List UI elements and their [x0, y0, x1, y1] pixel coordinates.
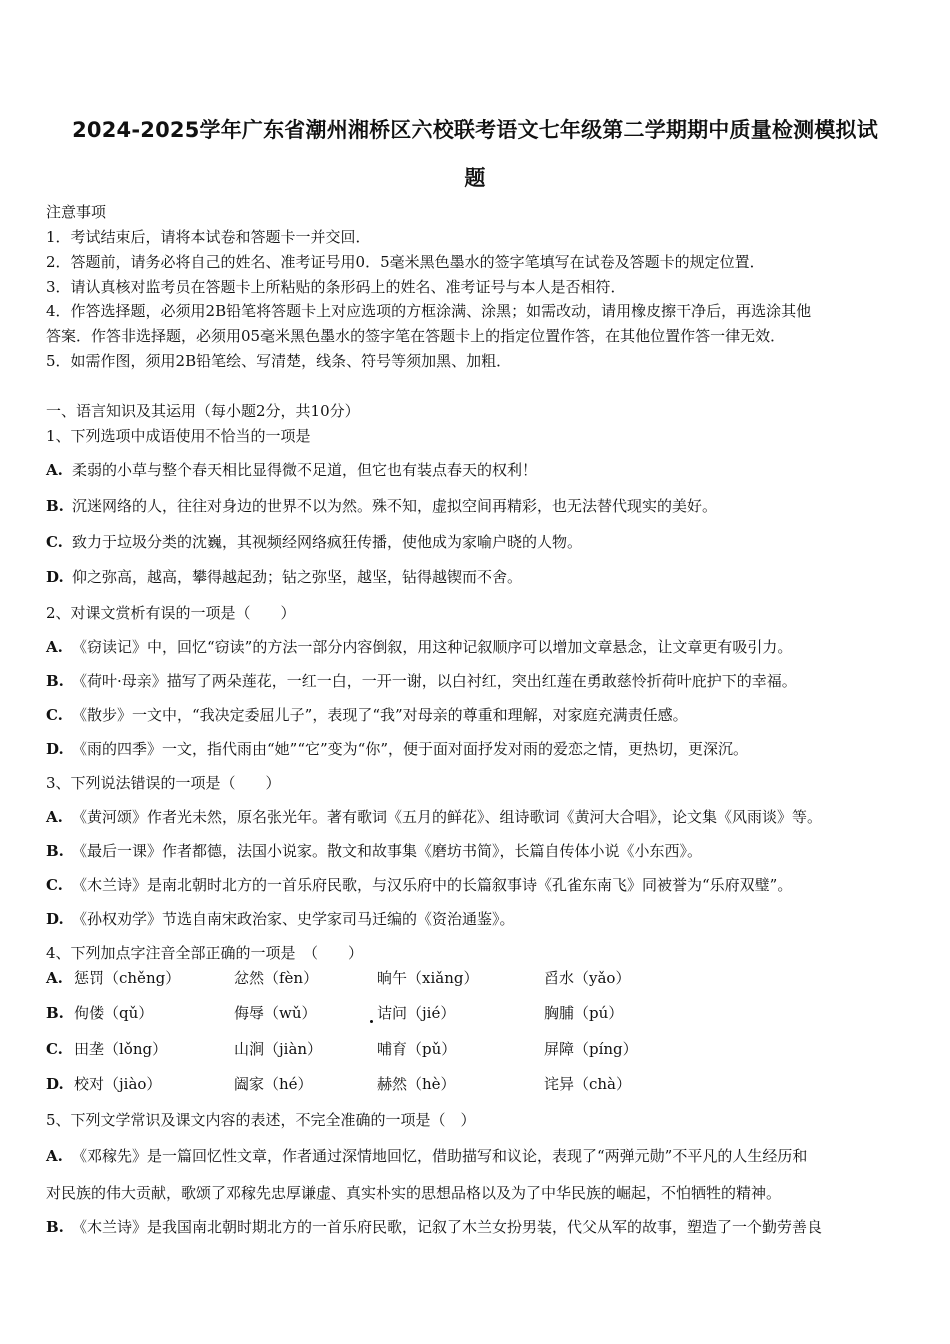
- option-text: 《木兰诗》是南北朝时北方的一首乐府民歌，与汉乐府中的长篇叙事诗《孔雀东南飞》同被誉为“乐府双璧”。: [72, 876, 793, 894]
- option-text: 仰之弥高，越高，攀得越起劲；钻之弥坚，越坚，钻得越锲而不舍。: [72, 568, 523, 586]
- option-label: A.: [46, 461, 63, 479]
- question-option: [46, 909, 515, 929]
- option-label: A.: [46, 969, 63, 987]
- option-label: A.: [46, 808, 63, 826]
- question-stem: 1、下列选项中成语使用不恰当的一项是: [46, 427, 311, 445]
- pinyin-item: 忿然（fèn）: [234, 969, 319, 987]
- option-label: D.: [46, 568, 64, 586]
- option-label: C.: [46, 533, 63, 551]
- notice-item: 答案．作答非选择题，必须用05毫米黑色墨水的签字笔在答题卡上的指定位置作答，在其他位置作答一律无效．: [46, 327, 786, 345]
- question-option: [46, 567, 522, 587]
- option-text: 《雨的四季》一文，指代雨由“她”“它”变为“你”，便于面对面抒发对雨的爱恋之情，更热切，更深沉。: [72, 740, 749, 758]
- notice-item: 1．考试结束后，请将本试卷和答题卡一并交回．: [46, 228, 371, 246]
- question-option: [46, 532, 582, 552]
- question-stem: 2、对课文赏析有误的一项是（ ）: [46, 604, 296, 622]
- option-text: 《窃读记》中，回忆“窃读”的方法一部分内容倒叙，用这种记叙顺序可以增加文章悬念，让文章更有吸引力。: [72, 638, 793, 656]
- page-title: 2024-2025学年广东省潮州湘桥区六校联考语文七年级第二学期期中质量检测模拟试: [72, 118, 878, 142]
- question-option: [46, 460, 537, 480]
- pinyin-item: 舀水（yǎo）: [544, 969, 631, 987]
- option-label: D.: [46, 1075, 64, 1093]
- option-label: B.: [46, 842, 64, 860]
- question-option: [46, 841, 702, 861]
- option-text: 《散步》一文中，“我决定委屈儿子”，表现了“我”对母亲的尊重和理解，对家庭充满责任感。: [72, 706, 688, 724]
- pinyin-item: 田垄（lǒng）: [74, 1040, 168, 1058]
- notice-heading: 注意事项: [46, 203, 107, 221]
- question-option: [46, 671, 797, 691]
- pinyin-item: 侮辱（wǔ）: [234, 1004, 317, 1022]
- section-heading: 一、语言知识及其运用（每小题2分，共10分）: [46, 402, 360, 420]
- page-title-continued: 题: [464, 166, 486, 190]
- question-option: [46, 705, 688, 725]
- option-text: 沉迷网络的人，往往对身边的世界不以为然。殊不知，虚拟空间再精彩，也无法替代现实的美好。: [72, 497, 718, 515]
- option-label: D.: [46, 910, 64, 928]
- option-label: C.: [46, 706, 63, 724]
- question-stem: 5、下列文学常识及课文内容的表述，不完全准确的一项是（ ）: [46, 1111, 476, 1129]
- pinyin-item: 校对（jiào）: [74, 1075, 162, 1093]
- option-label: B.: [46, 1218, 64, 1236]
- pinyin-item: 晌午（xiǎng）: [377, 969, 479, 987]
- option-text-continued: 对民族的伟大贡献，歌颂了邓稼先忠厚谦虚、真实朴实的思想品格以及为了中华民族的崛起，不怕牺牲的精神。: [46, 1184, 782, 1202]
- question-option: [46, 1217, 822, 1237]
- option-label: C.: [46, 1040, 63, 1058]
- option-label: A.: [46, 638, 63, 656]
- pinyin-item: 哺育（pǔ）: [377, 1040, 457, 1058]
- pinyin-item: 惩罚（chěng）: [74, 969, 181, 987]
- pinyin-item: 胸脯（pú）: [544, 1004, 624, 1022]
- question-option: [46, 875, 792, 895]
- option-text: 《黄河颂》作者光未然，原名张光年。著有歌词《五月的鲜花》、组诗歌词《黄河大合唱》，论文集《风雨谈》等。: [72, 808, 823, 826]
- option-text: 《最后一课》作者都德，法国小说家。散文和故事集《磨坊书简》，长篇自传体小说《小东西》。: [72, 842, 703, 860]
- option-text: 致力于垃圾分类的沈巍，其视频经网络疯狂传播，使他成为家喻户晓的人物。: [72, 533, 583, 551]
- option-text: 《邓稼先》是一篇回忆性文章，作者通过深情地回忆，借助描写和议论，表现了“两弹元勋”不平凡的人生经历和: [72, 1147, 808, 1165]
- option-label: D.: [46, 740, 64, 758]
- option-text: 《荷叶·母亲》描写了两朵莲花，一红一白，一开一谢，以白衬红，突出红莲在勇敢慈怜折荷叶庇护下的幸福。: [72, 672, 797, 690]
- pinyin-item: 诘问（jié）: [377, 1004, 456, 1022]
- pinyin-item: 山涧（jiàn）: [234, 1040, 323, 1058]
- question-option: [46, 1146, 807, 1166]
- question-option: [46, 496, 717, 516]
- question-option: [46, 637, 792, 657]
- pinyin-item: 赫然（hè）: [377, 1075, 456, 1093]
- option-label: B.: [46, 497, 64, 515]
- emphasis-dot: [370, 1020, 373, 1023]
- question-stem: 3、下列说法错误的一项是（ ）: [46, 774, 281, 792]
- notice-item: 3．请认真核对监考员在答题卡上所粘贴的条形码上的姓名、准考证号与本人是否相符．: [46, 278, 626, 296]
- option-text: 《孙权劝学》节选自南宋政治家、史学家司马迁编的《资治通鉴》。: [72, 910, 515, 928]
- notice-item: 5．如需作图，须用2B铅笔绘、写清楚，线条、符号等须加黑、加粗．: [46, 352, 512, 370]
- option-label: C.: [46, 876, 63, 894]
- question-option: [46, 739, 748, 759]
- option-text: 《木兰诗》是我国南北朝时期北方的一首乐府民歌，记叙了木兰女扮男装，代父从军的故事，塑造了一个勤劳善良: [72, 1218, 823, 1236]
- question-option: [46, 807, 822, 827]
- question-stem: 4、下列加点字注音全部正确的一项是 （ ）: [46, 944, 364, 962]
- option-label: B.: [46, 1004, 64, 1022]
- pinyin-item: 诧异（chà）: [544, 1075, 632, 1093]
- pinyin-item: 阖家（hé）: [234, 1075, 313, 1093]
- option-label: B.: [46, 672, 64, 690]
- option-label: A.: [46, 1147, 63, 1165]
- pinyin-item: 佝偻（qǔ）: [74, 1004, 154, 1022]
- notice-item: 2．答题前，请务必将自己的姓名、准考证号用0．5毫米黑色墨水的签字笔填写在试卷及答题卡的规定位置．: [46, 253, 765, 271]
- notice-item: 4．作答选择题，必须用2B铅笔将答题卡上对应选项的方框涂满、涂黑；如需改动，请用橡皮擦干净后，再选涂其他: [46, 302, 812, 320]
- pinyin-item: 屏障（píng）: [544, 1040, 638, 1058]
- option-text: 柔弱的小草与整个春天相比显得微不足道，但它也有装点春天的权利！: [72, 461, 538, 479]
